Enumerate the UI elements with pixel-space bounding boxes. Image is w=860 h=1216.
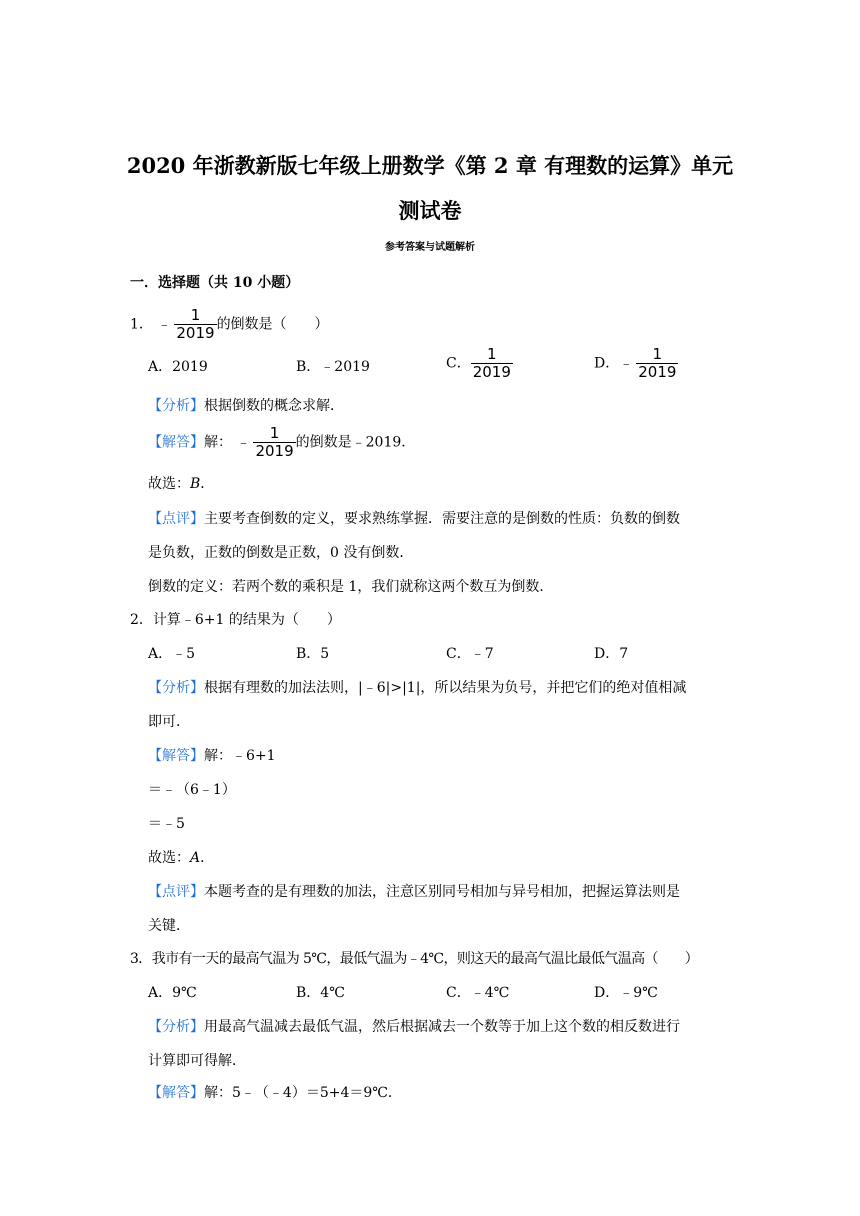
q2-choice-end: ． — [200, 850, 215, 866]
q2-option-b: B．5 — [296, 646, 330, 662]
page-title-line1: 2020 年浙教新版七年级上册数学《第 2 章 有理数的运算》单元 — [126, 153, 734, 178]
q1-option-c-den: 2019 — [472, 363, 511, 381]
q1-option-c-fraction — [471, 346, 513, 381]
q2-comment-line2: 关键． — [148, 918, 190, 934]
q2-analysis-text1: 根据有理数的加法法则，|﹣6|>|1|，所以结果为负号，并把它们的绝对值相减 — [204, 680, 687, 696]
q1-option-d-num: 1 — [652, 345, 663, 363]
q2-option-d: D．7 — [594, 646, 629, 662]
q1-comment-line2: 是负数，正数的倒数是正数，0 没有倒数． — [148, 545, 414, 561]
q1-option-d-den: 2019 — [638, 363, 677, 381]
q3-solution — [148, 1082, 402, 1102]
q1-comment-line3: 倒数的定义：若两个数的乘积是 1，我们就称这两个数互为倒数． — [148, 579, 554, 595]
q2-stem: 2．计算﹣6+1 的结果为（ ） — [130, 612, 341, 628]
q1-solution-fraction — [253, 425, 295, 460]
q3-analysis-line2: 计算即可得解． — [148, 1053, 246, 1069]
q2-comment-line1 — [148, 881, 680, 901]
q1-minus: ﹣ — [157, 316, 172, 333]
analysis-tag: 【分析】 — [148, 1019, 204, 1035]
q1-choice-prefix: 故选： — [148, 476, 190, 492]
q2-analysis-line1 — [148, 677, 686, 697]
page-subtitle: 参考答案与试题解析 — [385, 242, 475, 253]
q3-stem: 3．我市有一天的最高气温为 5℃，最低气温为﹣4℃，则这天的最高气温比最低气温高（ ） — [130, 951, 699, 967]
q3-analysis-line1 — [148, 1016, 680, 1036]
q1-option-d — [594, 346, 678, 381]
q3-option-a: A．9℃ — [148, 985, 197, 1001]
solution-tag: 【解答】 — [148, 434, 204, 451]
page-title-line2: 测试卷 — [398, 198, 462, 223]
q1-solution-rest: 的倒数是﹣2019． — [295, 434, 416, 451]
q1-solution-minus: ﹣ — [236, 434, 251, 451]
q2-choice-prefix: 故选： — [148, 850, 190, 866]
q3-option-c: C．﹣4℃ — [446, 985, 510, 1001]
q1-comment-text1: 主要考查倒数的定义，要求熟练掌握．需要注意的是倒数的性质：负数的倒数 — [204, 511, 680, 527]
solution-tag: 【解答】 — [148, 1085, 204, 1101]
q2-option-a: A．﹣5 — [148, 646, 196, 662]
q1-option-d-minus: ﹣ — [619, 355, 634, 372]
q1-option-b: B．﹣2019 — [296, 359, 370, 375]
q1-frac-den: 2019 — [176, 324, 215, 342]
q1-analysis — [148, 395, 344, 415]
q1-analysis-text: 根据倒数的概念求解． — [204, 398, 344, 414]
q3-solution-text: 解：5﹣（﹣4）＝5+4＝9℃． — [204, 1085, 402, 1101]
q2-solution-line1 — [148, 745, 276, 765]
q1-option-a: A．2019 — [148, 359, 208, 375]
q3-analysis-text1: 用最高气温减去最低气温，然后根据减去一个数等于加上这个数的相反数进行 — [204, 1019, 680, 1035]
q1-option-d-label: D． — [594, 355, 620, 372]
q1-solution-den: 2019 — [255, 442, 294, 460]
q2-choice-letter: A — [190, 850, 201, 866]
q1-option-c-label: C． — [446, 355, 471, 372]
q1-number: 1． — [130, 316, 153, 333]
q1-option-d-fraction — [636, 346, 678, 381]
section-heading: 一．选择题（共 10 小题） — [130, 275, 300, 291]
q1-stem-rest: 的倒数是（ ） — [216, 316, 329, 333]
q1-choice — [148, 473, 214, 493]
q1-option-c-num: 1 — [487, 345, 497, 363]
q3-option-d: D．﹣9℃ — [594, 985, 658, 1001]
q2-solution-line2: ＝﹣（6﹣1） — [148, 782, 236, 798]
q1-fraction — [174, 307, 216, 342]
analysis-tag: 【分析】 — [148, 398, 204, 414]
q2-analysis-line2: 即可． — [148, 714, 190, 730]
q1-option-c — [446, 346, 513, 381]
q1-solution-prefix: 解： — [204, 434, 232, 451]
analysis-tag: 【分析】 — [148, 680, 204, 696]
q1-choice-end: ． — [200, 476, 215, 492]
comment-tag: 【点评】 — [148, 884, 204, 900]
q1-comment-line1 — [148, 508, 680, 528]
q2-solution-line3: ＝﹣5 — [148, 816, 185, 832]
comment-tag: 【点评】 — [148, 511, 204, 527]
q2-solution-text1: 解：﹣6+1 — [204, 748, 276, 764]
q1-solution — [148, 425, 415, 460]
q1-frac-num: 1 — [190, 306, 201, 324]
q2-option-c: C．﹣7 — [446, 646, 494, 662]
solution-tag: 【解答】 — [148, 748, 204, 764]
q1-choice-letter: B — [190, 476, 201, 492]
q2-choice — [148, 847, 214, 867]
q1-solution-num: 1 — [269, 424, 280, 442]
q3-option-b: B．4℃ — [296, 985, 345, 1001]
q1-stem — [130, 307, 329, 342]
q2-comment-text1: 本题考查的是有理数的加法，注意区别同号相加与异号相加，把握运算法则是 — [204, 884, 680, 900]
